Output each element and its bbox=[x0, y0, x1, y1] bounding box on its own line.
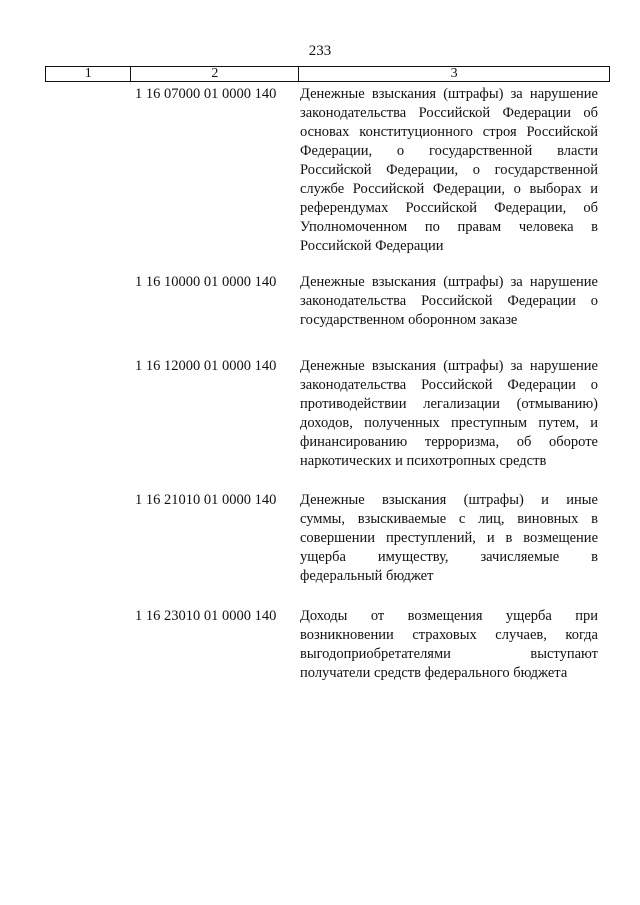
description-line: противодействии легализации (отмыванию) bbox=[300, 396, 598, 412]
description-line: федеральный бюджет bbox=[300, 568, 434, 584]
budget-code: 1 16 23010 01 0000 140 bbox=[135, 608, 277, 624]
description-line: финансированию терроризма, об обороте bbox=[300, 434, 598, 450]
budget-code: 1 16 10000 01 0000 140 bbox=[135, 274, 277, 290]
entry-description bbox=[300, 273, 598, 330]
description-line: службе Российской Федерации, о выборах и bbox=[300, 181, 598, 197]
description-line: наркотических и психотропных средств bbox=[300, 453, 547, 469]
description-line: Денежные взыскания (штрафы) и иные bbox=[300, 492, 598, 508]
description-line: Российской Федерации, о государственной bbox=[300, 162, 598, 178]
description-line: Доходы от возмещения ущерба при bbox=[300, 608, 598, 624]
description-line: законодательства Российской Федерации о bbox=[300, 293, 598, 309]
column-header-2: 2 bbox=[131, 67, 299, 82]
description-line: совершении преступлений, и в возмещение bbox=[300, 530, 598, 546]
entry-description bbox=[300, 607, 598, 683]
description-line: Федерации, о государственной власти bbox=[300, 143, 598, 159]
description-line: Уполномоченном по правам человека в bbox=[300, 219, 598, 235]
entry-description bbox=[300, 357, 598, 471]
description-line: законодательства Российской Федерации о bbox=[300, 377, 598, 393]
description-line: получатели средств федерального бюджета bbox=[300, 665, 568, 681]
column-header-1: 1 bbox=[46, 67, 131, 82]
description-line: возникновении страховых случаев, когда bbox=[300, 627, 598, 643]
description-line: референдумах Российской Федерации, об bbox=[300, 200, 598, 216]
description-line: Денежные взыскания (штрафы) за нарушение bbox=[300, 358, 598, 374]
description-line: основах конституционного строя Российской bbox=[300, 124, 598, 140]
description-line: доходов, полученных преступным путем, и bbox=[300, 415, 598, 431]
entry-description bbox=[300, 85, 598, 256]
description-line: государственном оборонном заказе bbox=[300, 312, 518, 328]
budget-code: 1 16 12000 01 0000 140 bbox=[135, 358, 277, 374]
column-header-table bbox=[45, 66, 610, 82]
description-line: законодательства Российской Федерации об bbox=[300, 105, 598, 121]
page-number: 233 bbox=[308, 43, 332, 59]
entry-description bbox=[300, 491, 598, 586]
description-line: Денежные взыскания (штрафы) за нарушение bbox=[300, 274, 598, 290]
description-line: суммы, взыскиваемые с лиц, виновных в bbox=[300, 511, 598, 527]
description-line: Денежные взыскания (штрафы) за нарушение bbox=[300, 86, 598, 102]
budget-code: 1 16 21010 01 0000 140 bbox=[135, 492, 277, 508]
description-line: ущерба имуществу, зачисляемые в bbox=[300, 549, 598, 565]
column-header-3: 3 bbox=[299, 67, 610, 82]
description-line: выгодоприобретателями выступают bbox=[300, 646, 598, 662]
description-line: Российской Федерации bbox=[300, 238, 444, 254]
budget-code: 1 16 07000 01 0000 140 bbox=[135, 86, 277, 102]
